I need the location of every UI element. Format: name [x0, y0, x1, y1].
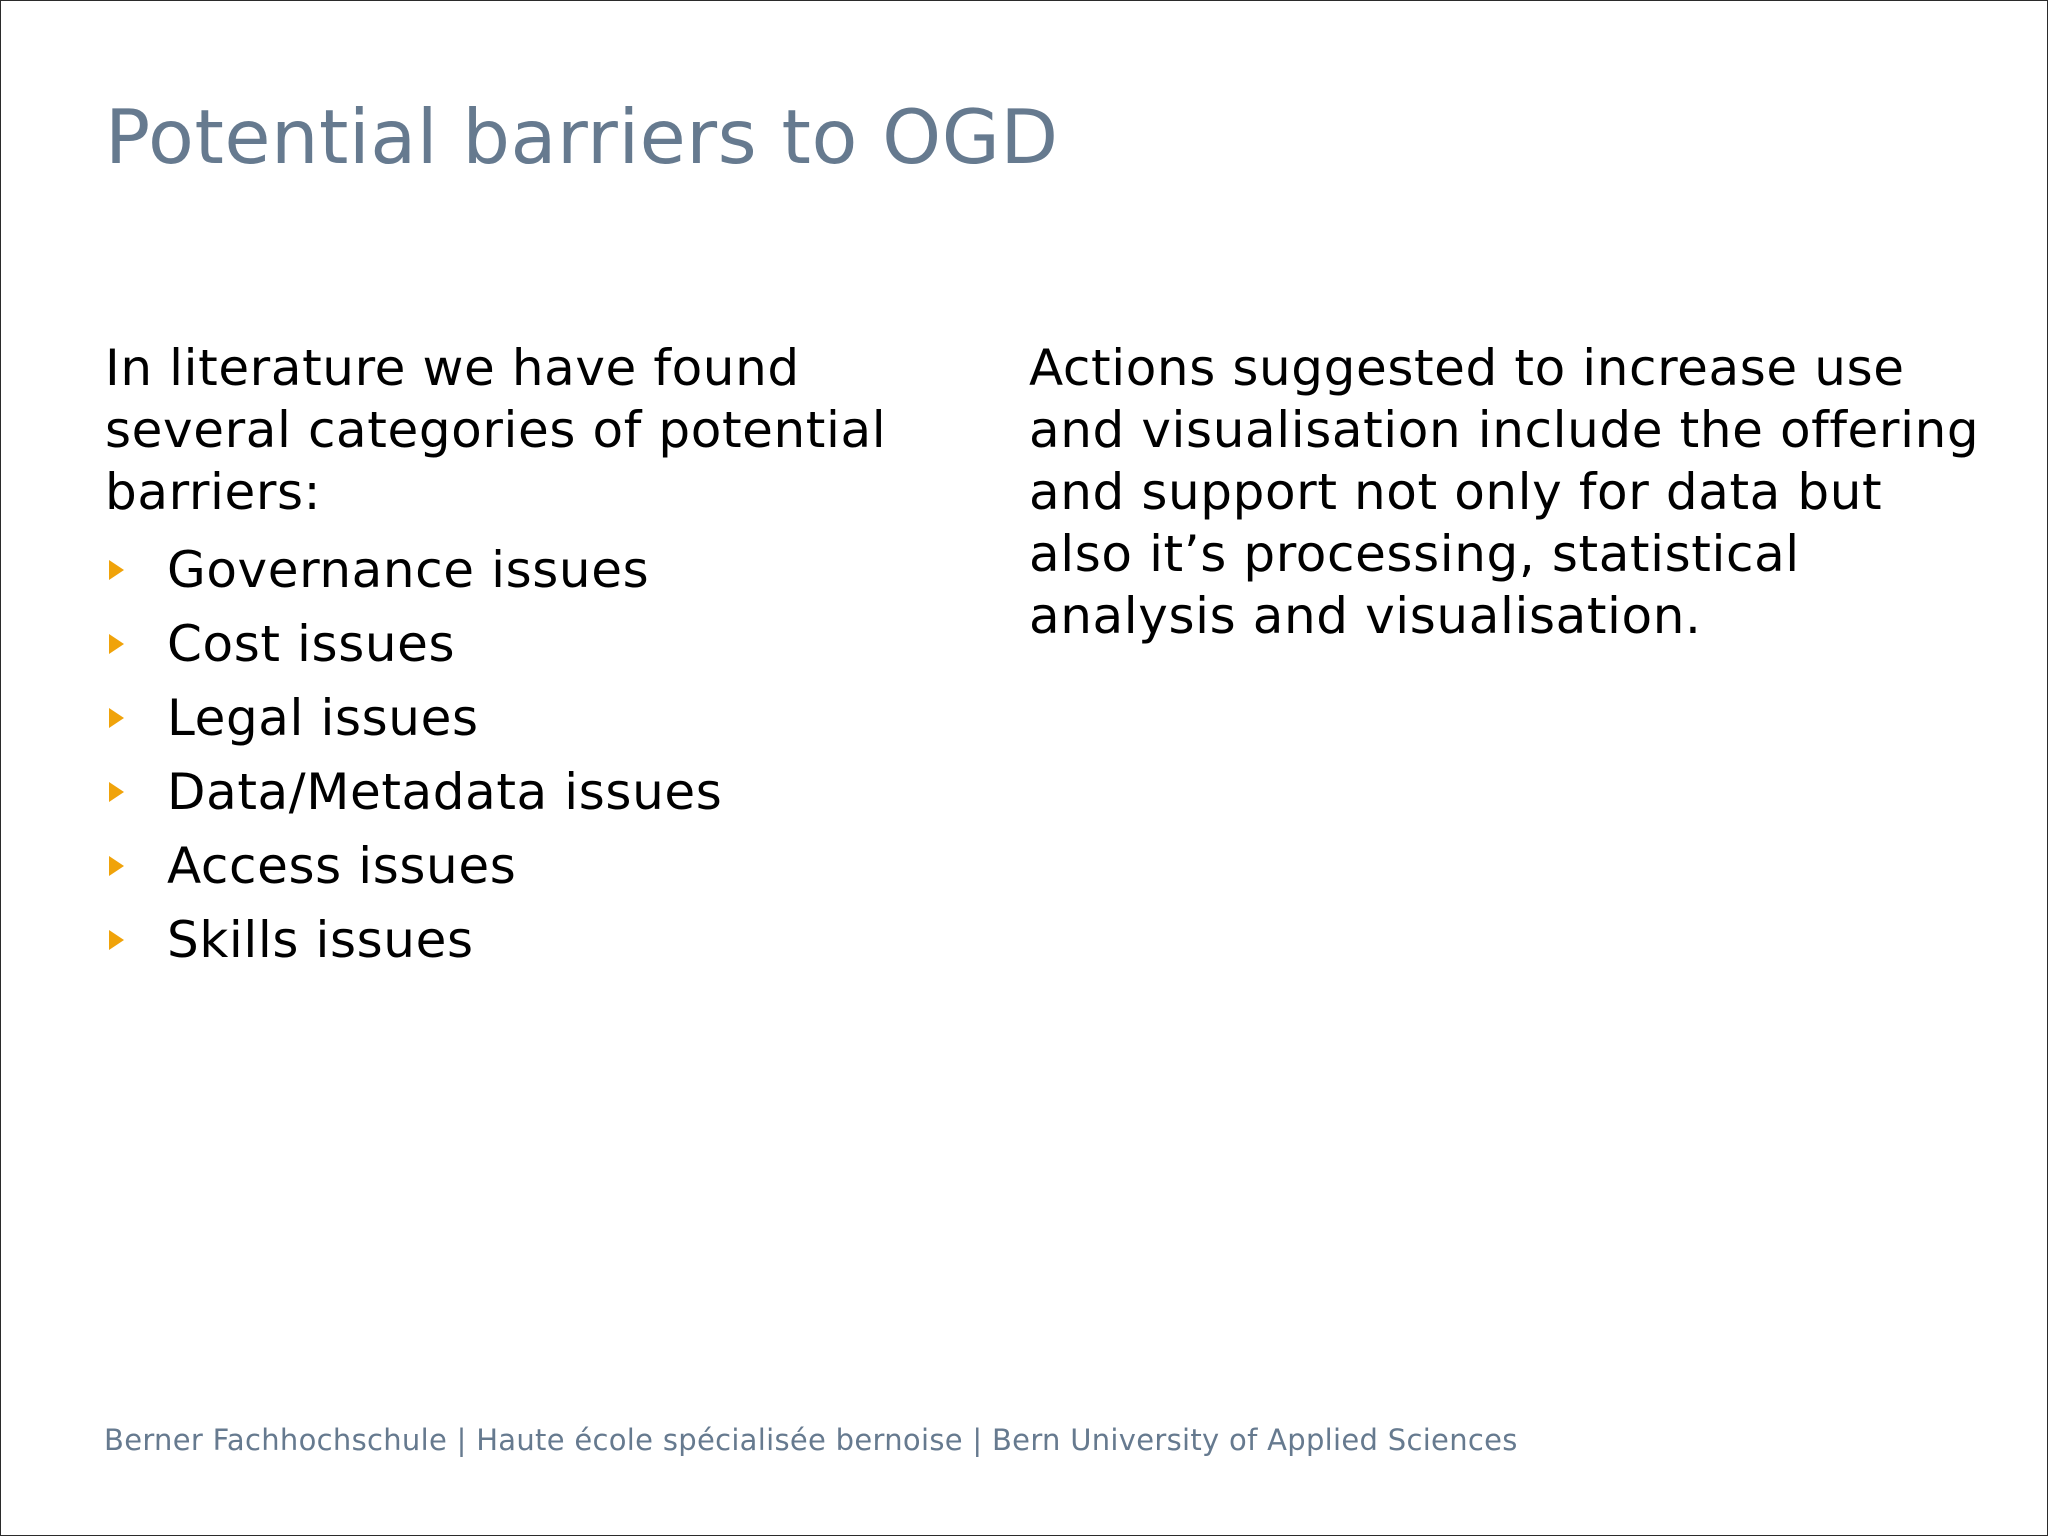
triangle-bullet-icon — [109, 856, 124, 876]
triangle-bullet-icon — [109, 560, 124, 580]
barrier-item-access — [105, 829, 985, 903]
barrier-label: Legal issues — [167, 689, 479, 747]
barrier-label: Governance issues — [167, 541, 650, 599]
slide-title: Potential barriers to OGD — [105, 93, 1059, 181]
barrier-item-cost — [105, 607, 985, 681]
barriers-intro: In literature we have found several categories of potential barriers: — [105, 339, 887, 521]
barrier-item-skills — [105, 903, 985, 977]
triangle-bullet-icon — [109, 634, 124, 654]
barriers-column — [105, 337, 985, 977]
triangle-bullet-icon — [109, 930, 124, 950]
actions-text: Actions suggested to increase use and visualisation include the offering and support not only for data but also it’s processing, statistical analysis and visualisation. — [1029, 339, 1980, 645]
triangle-bullet-icon — [109, 708, 124, 728]
triangle-bullet-icon — [109, 782, 124, 802]
footer-institution: Berner Fachhochschule | Haute école spécialisée bernoise | Bern University of Applied Sciences — [104, 1423, 1518, 1457]
barrier-item-legal — [105, 681, 985, 755]
barrier-item-data-metadata — [105, 755, 985, 829]
actions-column — [1029, 337, 1989, 647]
barrier-label: Cost issues — [167, 615, 456, 673]
barrier-list — [105, 533, 985, 977]
barrier-label: Access issues — [167, 837, 517, 895]
barrier-item-governance — [105, 533, 985, 607]
barrier-label: Data/Metadata issues — [167, 763, 723, 821]
barrier-label: Skills issues — [167, 911, 474, 969]
